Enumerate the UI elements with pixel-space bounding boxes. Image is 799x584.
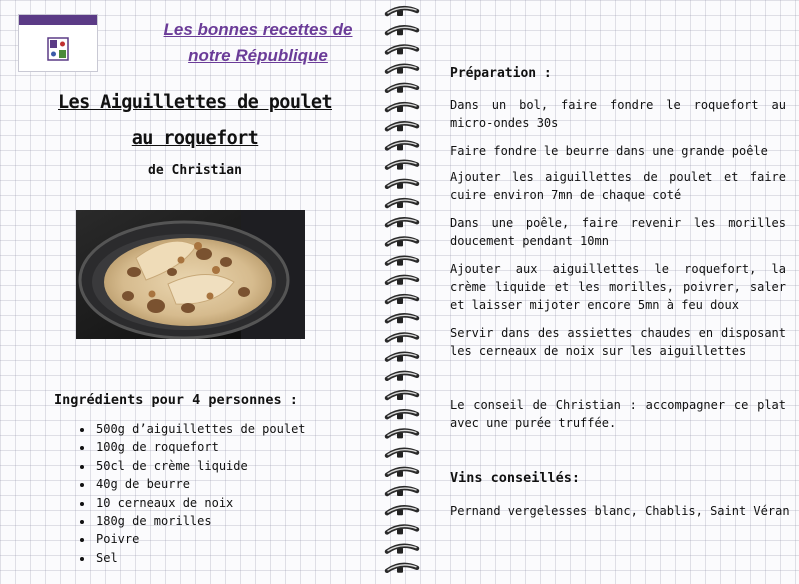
preparation-step: Ajouter les aiguillettes de poulet et faire cuire environ 7mn de chaque coté [450,170,786,202]
association-logo [18,14,98,72]
dish-photo-illustration [76,210,305,339]
brand-line-2: notre République [188,46,328,65]
chef-tip: Le conseil de Christian : accompagner ce plat avec une purée truffée. [450,398,786,430]
ingredient-item: • 500g d’aiguillettes de poulet [94,420,306,438]
wines-list: Pernand vergelesses blanc, Chablis, Saint Véran [450,504,790,518]
ingredient-item: • 50cl de crème liquide [94,457,306,475]
preparation-step: Servir dans des assiettes chaudes en disposant les cerneaux de noix sur les aiguillettes [450,326,786,358]
ingredients-list [58,420,306,567]
ingredient-item: • 40g de beurre [94,475,306,493]
preparation-step: Ajouter aux aiguillettes le roquefort, la crème liquide et les morilles, poivrer, saler et laisser mijoter encore 5mn à feu doux [450,262,786,312]
ingredient-item: • 100g de roquefort [94,438,306,456]
ingredient-item: • Sel [94,549,306,567]
brand-line-1: Les bonnes recettes de [163,20,353,39]
dish-photo [76,210,305,339]
crest-icon [47,37,69,61]
preparation-step: Faire fondre le beurre dans une grande poêle [450,144,768,158]
wines-title: Vins conseillés: [450,470,581,486]
ingredient-item: • Poivre [94,530,306,548]
spiral-binding [383,0,421,584]
ingredients-title: Ingrédients pour 4 personnes : [54,392,298,408]
preparation-title: Préparation : [450,66,552,81]
preparation-step: Dans une poêle, faire revenir les morilles doucement pendant 10mn [450,216,786,248]
ingredient-item: • 180g de morilles [94,512,306,530]
preparation-step: Dans un bol, faire fondre le roquefort au micro-ondes 30s [450,98,786,130]
ingredient-item: • 10 cerneaux de noix [94,494,306,512]
recipe-title-line-1: Les Aiguillettes de poulet [58,92,332,113]
logo-banner [19,15,97,25]
recipe-title-line-2: au roquefort [131,128,259,149]
recipe-author: de Christian [148,163,242,178]
